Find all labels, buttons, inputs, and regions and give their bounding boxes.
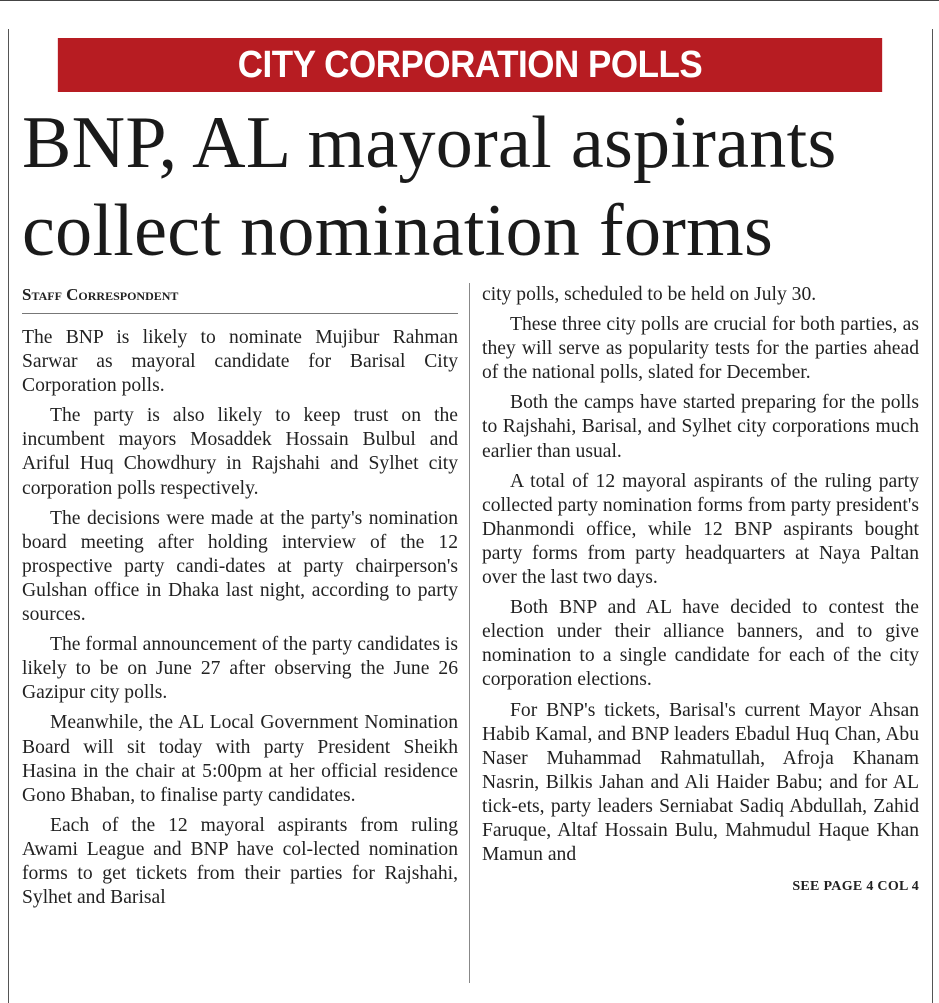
continuation-jump-line: SEE PAGE 4 COL 4 bbox=[792, 879, 919, 895]
paragraph: The decisions were made at the party's nomination board meeting after holding interview of the 12 prospective party candi-dates at party chairperson's Gulshan office in Dhaka last night, according to party sources. bbox=[22, 507, 458, 626]
paragraph: The formal announcement of the party candidates is likely to be on June 27 after observing the June 26 Gazipur city polls. bbox=[22, 634, 458, 704]
clipping-border-left bbox=[8, 29, 9, 1003]
paragraph: Each of the 12 mayoral aspirants from ruling Awami League and BNP have col-lected nomination forms to get tickets from their parties for Rajshahi, Sylhet and Barisal bbox=[22, 814, 458, 909]
paragraph: These three city polls are crucial for both parties, as they will serve as popularity tests for the parties ahead of the national polls, slated for December. bbox=[482, 314, 919, 384]
paragraph-continued: city polls, scheduled to be held on July 30. bbox=[482, 284, 817, 305]
byline: Staff Correspondent bbox=[22, 283, 458, 314]
paragraph: Both the camps have started preparing for the polls to Rajshahi, Barisal, and Sylhet city corporations much earlier than usual. bbox=[482, 392, 919, 462]
column-divider bbox=[469, 283, 470, 983]
article-body bbox=[22, 283, 919, 1003]
paragraph: The party is also likely to keep trust on the incumbent mayors Mosaddek Hossain Bulbul and Ariful Huq Chowdhury in Rajshahi and Sylhet city corporation polls respectively. bbox=[22, 405, 458, 499]
article-headline: BNP, AL mayoral aspirants collect nomination forms bbox=[22, 102, 837, 272]
section-banner: CITY CORPORATION POLLS bbox=[58, 38, 882, 92]
clipping-border-right bbox=[932, 29, 933, 1003]
paragraph: For BNP's tickets, Barisal's current Mayor Ahsan Habib Kamal, and BNP leaders Ebadul Huq Chan, Abu Naser Muhammad Rahmatullah, Afroja Khanam Nasrin, Bilkis Jahan and Ali Haider Babu; and for AL tick-ets, party leaders Serniabat Sadiq Abdullah, Zahid Faruque, Altaf Hossain Bulu, Mahmudul Haque Khan Mamun and bbox=[482, 699, 919, 866]
paragraph: Meanwhile, the AL Local Government Nomination Board will sit today with party President Sheikh Hasina in the chair at 5:00pm at her official residence Gono Bhaban, to finalise party candidates. bbox=[22, 712, 458, 806]
paragraph: Both BNP and AL have decided to contest the election under their alliance banners, and to give nomination to a single candidate for each of the city corporation elections. bbox=[482, 597, 919, 691]
paragraph: A total of 12 mayoral aspirants of the ruling party collected party nomination forms from party president's Dhanmondi office, while 12 BNP aspirants bought party forms from party headquarters at Naya Paltan over the last two days. bbox=[482, 470, 919, 589]
column-left bbox=[22, 283, 458, 910]
paragraph: The BNP is likely to nominate Mujibur Rahman Sarwar as mayoral candidate for Barisal City Corporation polls. bbox=[22, 327, 458, 397]
column-right bbox=[482, 283, 919, 899]
